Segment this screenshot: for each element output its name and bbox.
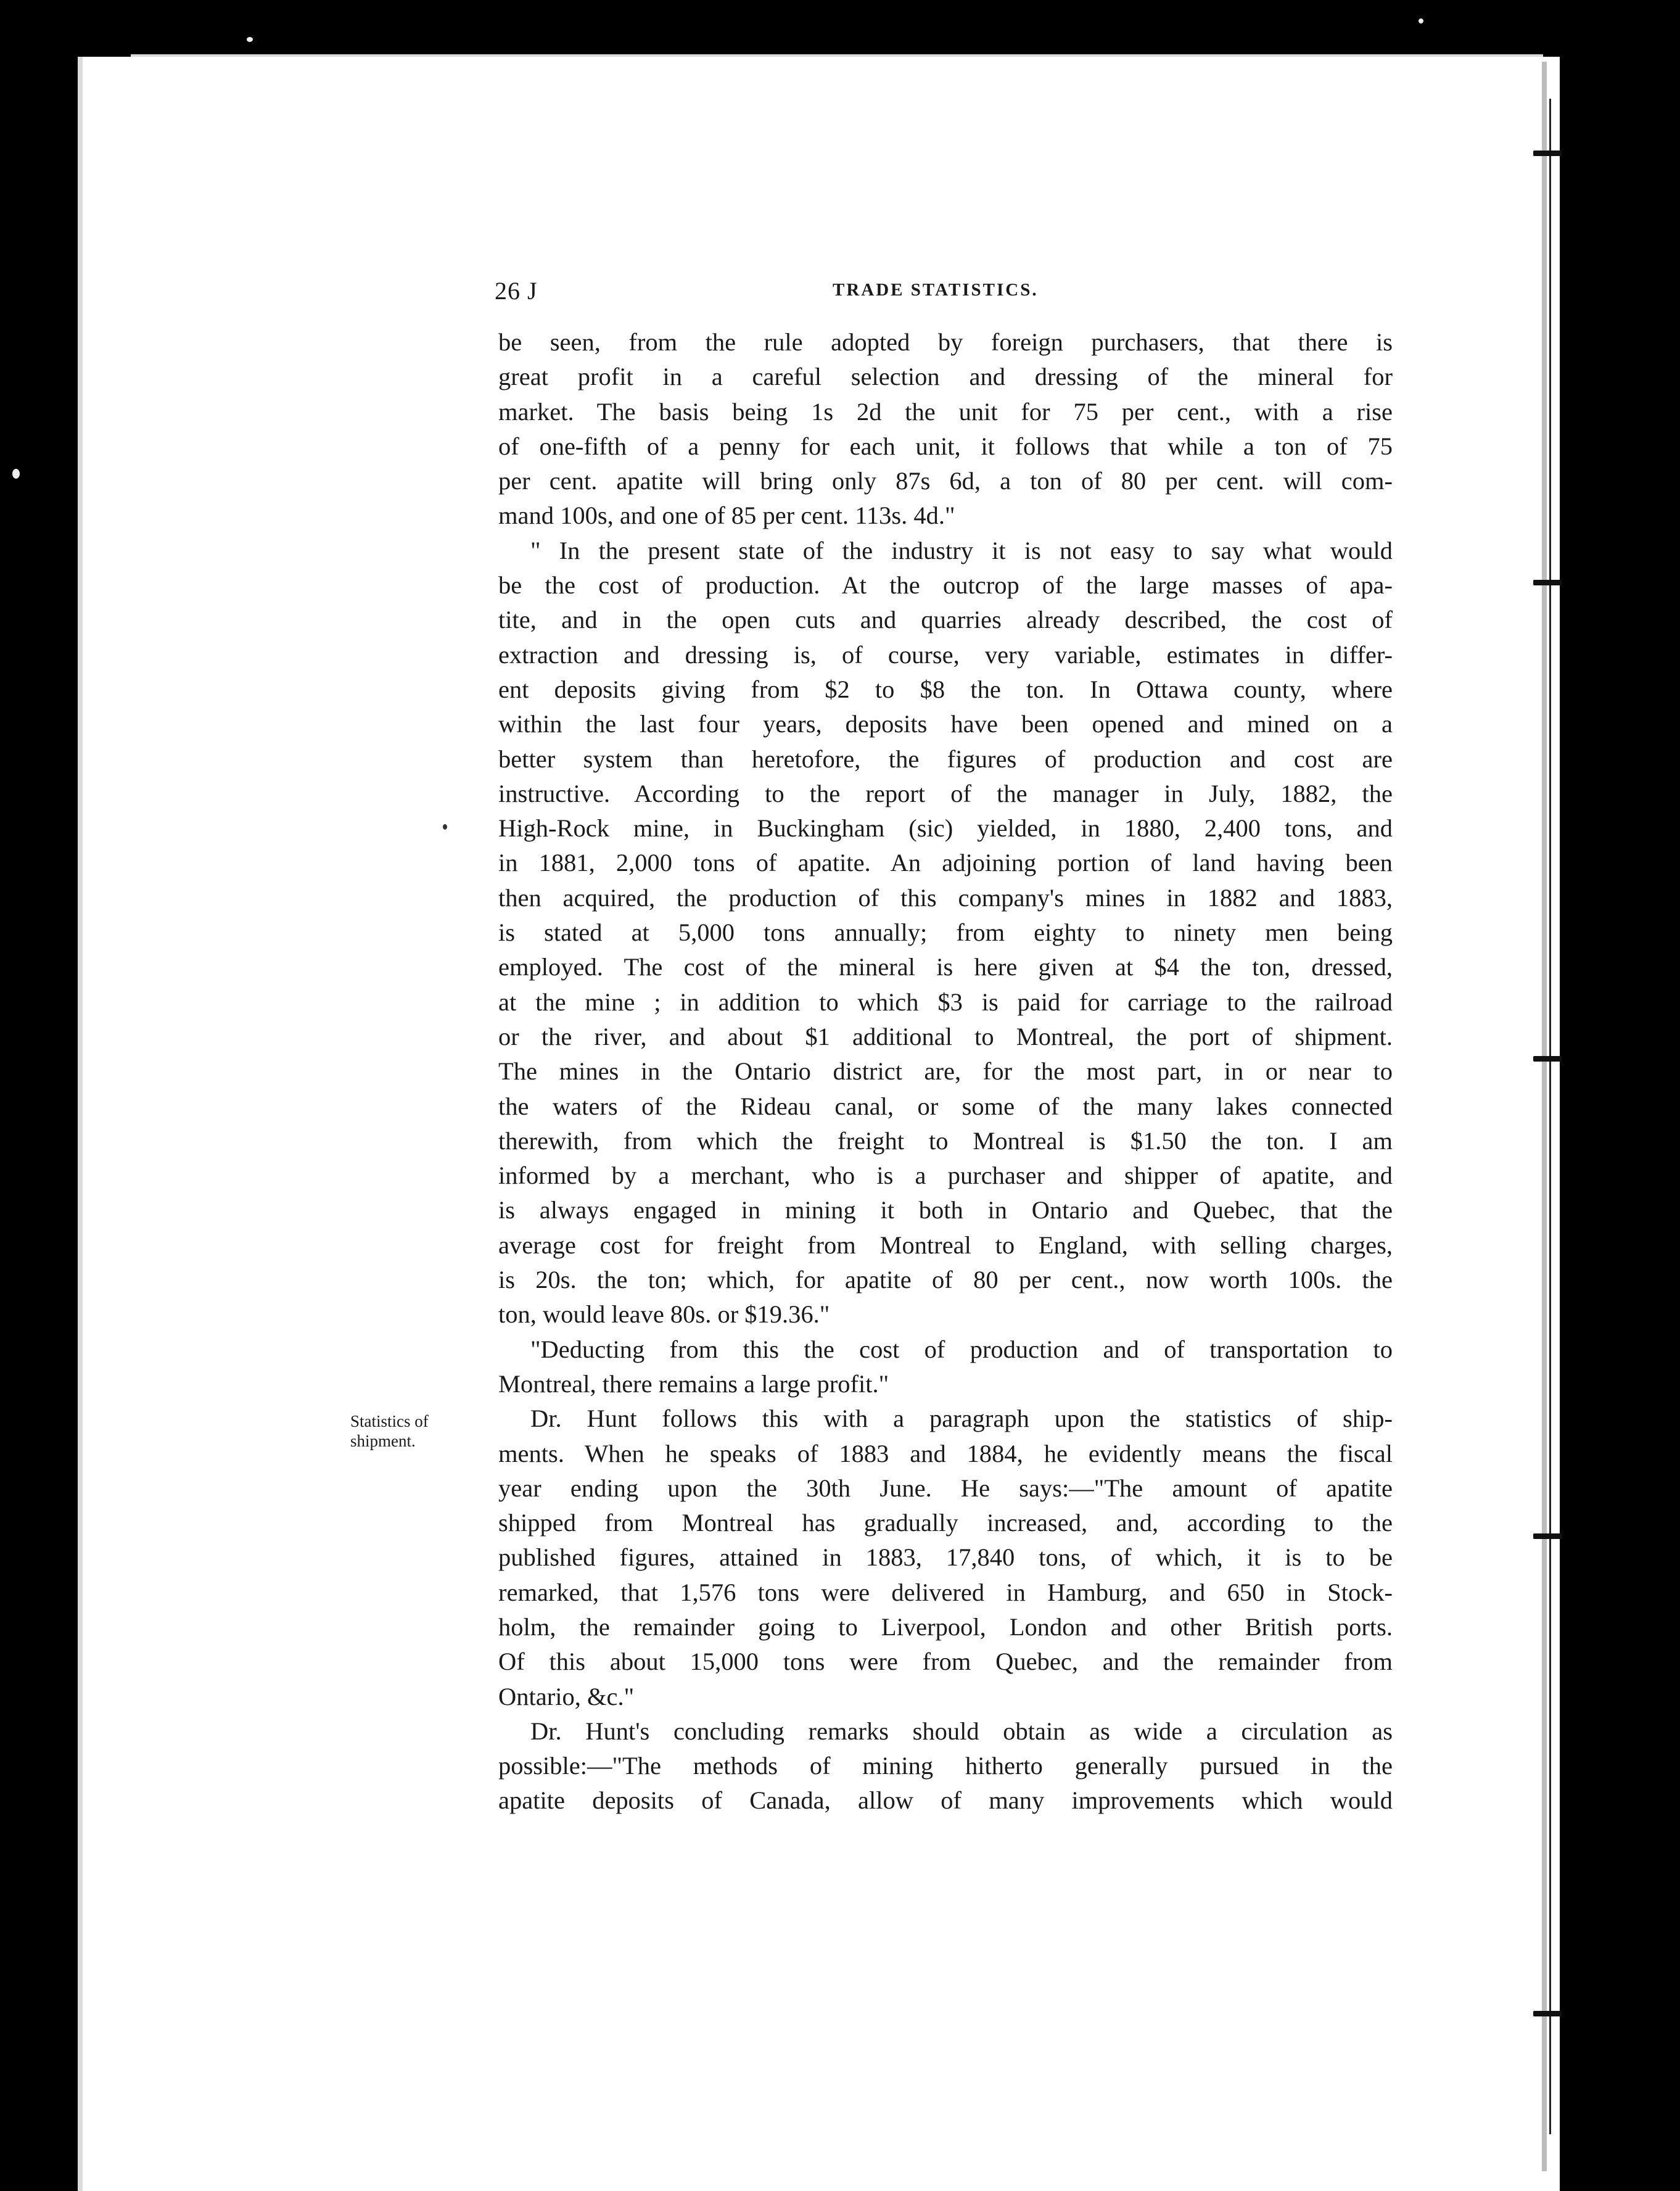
body-line: or the river, and about $1 additional to Montreal, the port of shipment. — [498, 1022, 1393, 1050]
body-line: informed by a merchant, who is a purchaser and shipper of apatite, and — [498, 1162, 1393, 1190]
page-number: 26 J — [495, 277, 538, 305]
running-head: TRADE STATISTICS. — [833, 280, 1039, 300]
scan-speck — [1419, 19, 1423, 23]
body-line: shipped from Montreal has gradually increased, and, according to the — [498, 1509, 1393, 1537]
body-line: Montreal, there remains a large profit." — [498, 1369, 889, 1398]
body-line: the waters of the Rideau canal, or some of the many lakes connected — [498, 1092, 1393, 1120]
body-line: is 20s. the ton; which, for apatite of 80 per cent., now worth 100s. the — [498, 1266, 1393, 1294]
body-line: Of this about 15,000 tons were from Quebec, and the remainder from — [498, 1648, 1393, 1676]
page-right-edge — [1542, 62, 1547, 2171]
body-text — [498, 325, 1393, 1818]
body-line: is stated at 5,000 tons annually; from eighty to ninety men being — [498, 918, 1393, 947]
binding-line — [1549, 99, 1551, 2134]
margin-note — [350, 1411, 474, 1451]
body-line: "Deducting from this the cost of production and of transportation to — [530, 1335, 1393, 1363]
body-line: High-Rock mine, in Buckingham (sic) yielded, in 1880, 2,400 tons, and — [498, 814, 1393, 843]
body-line: at the mine ; in addition to which $3 is paid for carriage to the railroad — [498, 988, 1393, 1016]
body-line: then acquired, the production of this company's mines in 1882 and 1883, — [498, 883, 1393, 912]
body-line: better system than heretofore, the figures of production and cost are — [498, 745, 1393, 773]
body-line: remarked, that 1,576 tons were delivered in Hamburg, and 650 in Stock- — [498, 1578, 1393, 1606]
body-line: holm, the remainder going to Liverpool, London and other British ports. — [498, 1612, 1393, 1641]
body-line: employed. The cost of the mineral is here given at $4 the ton, dressed, — [498, 953, 1393, 981]
body-line: year ending upon the 30th June. He says:—"The amount of apatite — [498, 1474, 1393, 1502]
body-line: tite, and in the open cuts and quarries already described, the cost of — [498, 606, 1393, 634]
body-line: in 1881, 2,000 tons of apatite. An adjoining portion of land having been — [498, 849, 1393, 877]
body-line: apatite deposits of Canada, allow of many improvements which would — [498, 1786, 1393, 1815]
body-line: extraction and dressing is, of course, very variable, estimates in differ- — [498, 640, 1393, 669]
body-line: " In the present state of the industry it is not easy to say what would — [530, 536, 1393, 564]
body-line: ments. When he speaks of 1883 and 1884, he evidently means the fiscal — [498, 1439, 1393, 1467]
body-line: instructive. According to the report of the manager in July, 1882, the — [498, 779, 1393, 807]
margin-note-line: Statistics of — [350, 1412, 429, 1430]
body-line: is always engaged in mining it both in Ontario and Quebec, that the — [498, 1196, 1393, 1224]
body-line: market. The basis being 1s 2d the unit for 75 per cent., with a rise — [498, 397, 1393, 426]
body-line: therewith, from which the freight to Montreal is $1.50 the ton. I am — [498, 1126, 1393, 1155]
page-dot — [443, 824, 447, 830]
body-line: ent deposits giving from $2 to $8 the ton. In Ottawa county, where — [498, 675, 1393, 703]
page-header — [495, 276, 1391, 307]
body-line: mand 100s, and one of 85 per cent. 113s. 4d." — [498, 501, 955, 530]
body-line: possible:—"The methods of mining hitherto generally pursued in the — [498, 1752, 1393, 1780]
scan-speck — [247, 37, 253, 42]
body-line: ton, would leave 80s. or $19.36." — [498, 1300, 830, 1329]
binding-tick — [1533, 1533, 1562, 1539]
body-line: per cent. apatite will bring only 87s 6d, a ton of 80 per cent. will com- — [498, 467, 1393, 495]
binding-tick — [1533, 2011, 1562, 2016]
body-line: great profit in a careful selection and dressing of the mineral for — [498, 363, 1393, 391]
body-line: within the last four years, deposits have been opened and mined on a — [498, 710, 1393, 738]
body-line: of one-fifth of a penny for each unit, it follows that while a ton of 75 — [498, 432, 1393, 460]
scan-speck — [12, 469, 20, 479]
body-line: Dr. Hunt's concluding remarks should obtain as wide a circulation as — [530, 1717, 1393, 1745]
body-line: be seen, from the rule adopted by foreign purchasers, that there is — [498, 328, 1393, 356]
binding-tick — [1533, 1056, 1562, 1062]
body-line: published figures, attained in 1883, 17,840 tons, of which, it is to be — [498, 1543, 1393, 1572]
binding-tick — [1533, 580, 1562, 585]
binding-tick — [1533, 151, 1562, 156]
body-line: Dr. Hunt follows this with a paragraph upon the statistics of ship- — [530, 1405, 1393, 1433]
body-line: The mines in the Ontario district are, for the most part, in or near to — [498, 1057, 1393, 1086]
body-line: average cost for freight from Montreal to England, with selling charges, — [498, 1231, 1393, 1259]
margin-note-line: shipment. — [350, 1432, 416, 1450]
body-line: be the cost of production. At the outcrop of the large masses of apa- — [498, 571, 1393, 600]
body-line: Ontario, &c." — [498, 1682, 635, 1710]
